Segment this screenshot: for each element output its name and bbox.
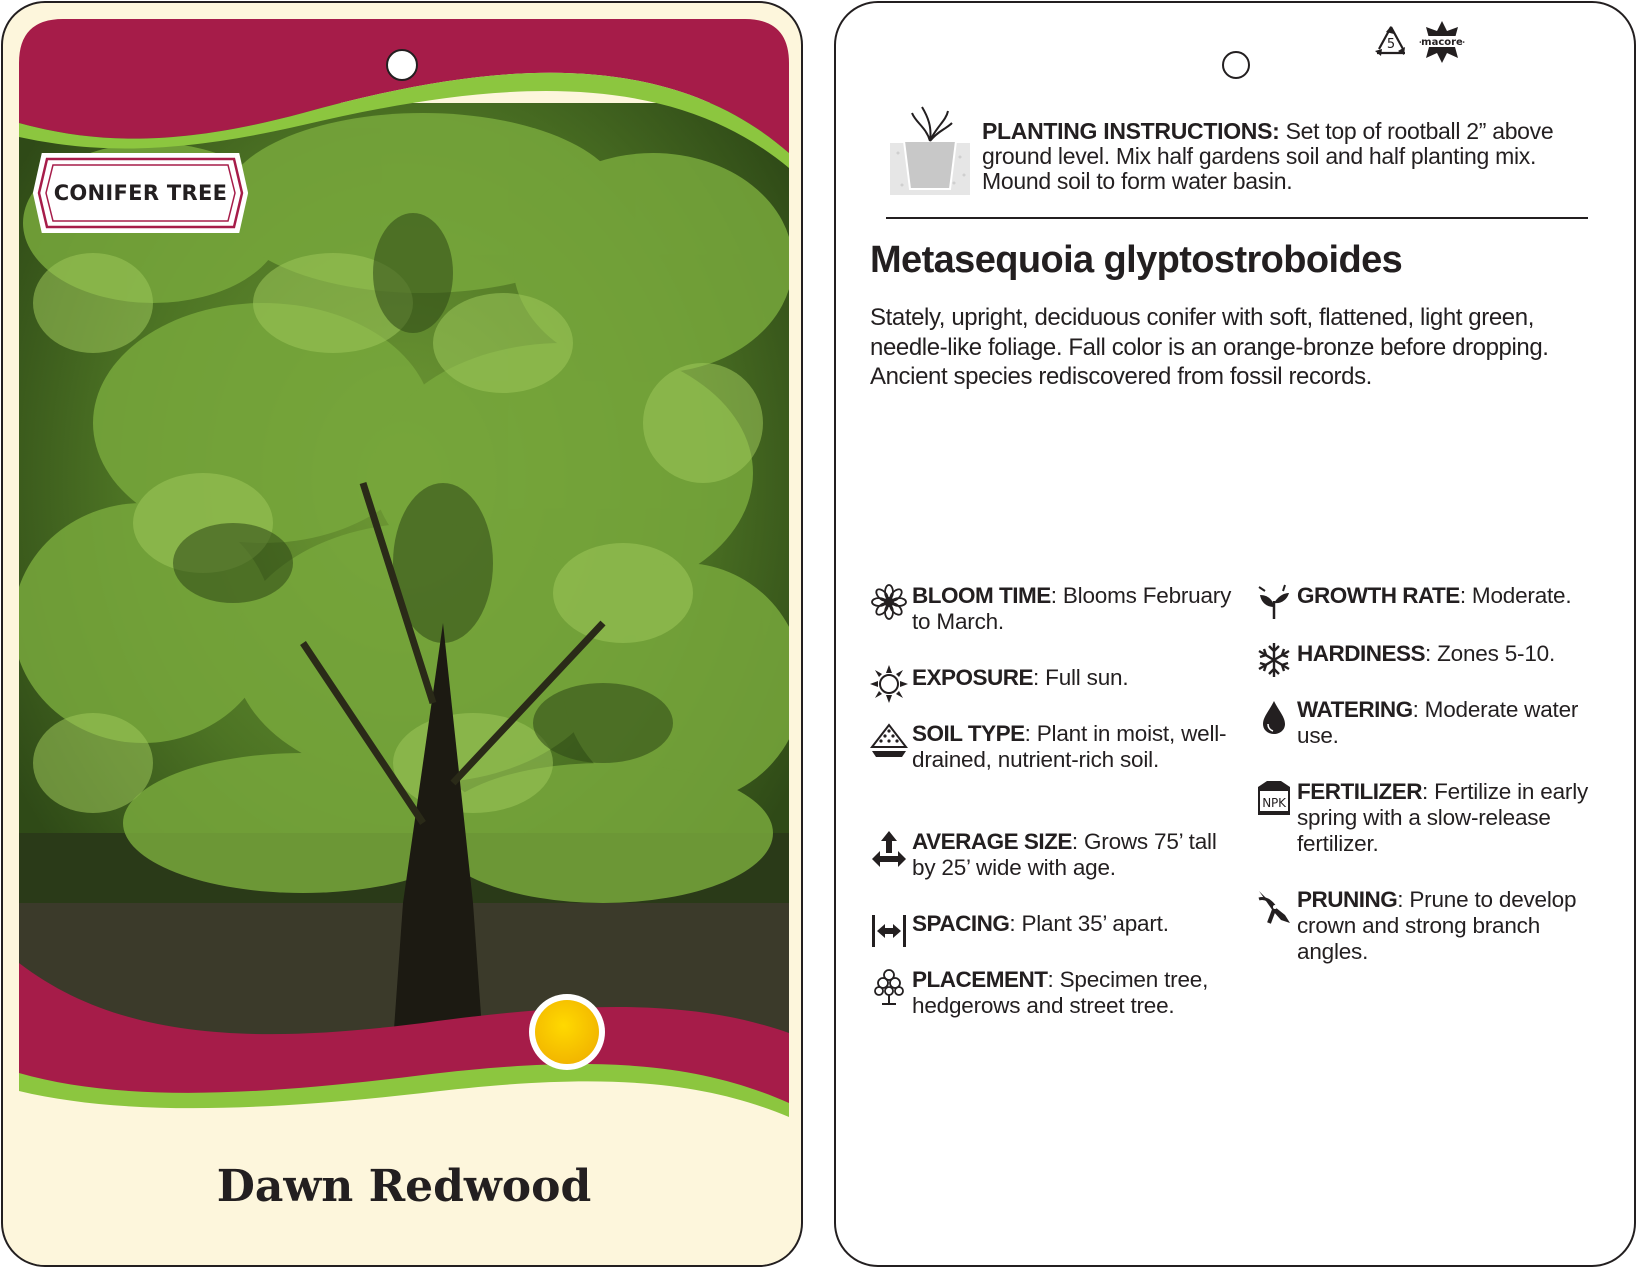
- badge-label: CONIFER TREE: [53, 181, 228, 205]
- soil-icon: [870, 721, 908, 759]
- planting-label: PLANTING INSTRUCTIONS:: [982, 118, 1280, 144]
- attr-average-size: [912, 829, 1232, 881]
- hang-hole: [1222, 51, 1250, 79]
- placement-icon: [870, 967, 908, 1005]
- attr-text: : Plant 35’ apart.: [1009, 911, 1169, 936]
- attr-fertilizer: [1262, 779, 1607, 857]
- attr-label: GROWTH RATE: [1297, 583, 1460, 608]
- macore-logo: [1418, 19, 1466, 65]
- spacing-icon: [870, 911, 908, 949]
- attr-text: : Zones 5-10.: [1425, 641, 1556, 666]
- plant-description: Stately, upright, deciduous conifer with soft, flattened, light green, needle-like foliage. Fall color is an orange-bronze before dropping. Ancient species rediscovered from fossil records.: [870, 304, 1549, 390]
- svg-text:5: 5: [1386, 37, 1396, 52]
- attr-text: : Fertilize in early spring with a slow-release fertilizer.: [1297, 779, 1589, 856]
- attr-text: : Blooms February to March.: [912, 583, 1232, 634]
- front-tag: [1, 1, 803, 1267]
- attr-bloom-time: [912, 583, 1232, 635]
- sprout-icon: [1255, 583, 1293, 621]
- attr-label: EXPOSURE: [912, 665, 1034, 690]
- attr-exposure: [912, 665, 1232, 691]
- svg-text:macore: macore: [1421, 37, 1463, 48]
- attr-text: : Moderate water use.: [1297, 697, 1579, 748]
- attr-label: FERTILIZER: [1297, 779, 1422, 804]
- attr-text: : Prune to develop crown and strong branch angles.: [1297, 887, 1577, 964]
- pruners-icon: [1255, 887, 1293, 925]
- planting-body: Set top of rootball 2” above ground level. Mix half gardens soil and half planting mix. Mound soil to form water basin.: [982, 118, 1554, 194]
- attr-pruning: [1297, 887, 1607, 965]
- attr-text: : Plant in moist, well-drained, nutrient-rich soil.: [912, 721, 1227, 772]
- planting-pot-icon: [890, 105, 970, 195]
- attr-text: : Full sun.: [1033, 665, 1129, 690]
- water-drop-icon: [1255, 697, 1293, 735]
- tree-photo: [13, 103, 803, 1043]
- planting-text: [982, 119, 1582, 194]
- attr-placement: [912, 967, 1232, 1019]
- attr-label: SPACING: [912, 911, 1010, 936]
- attr-label: HARDINESS: [1297, 641, 1426, 666]
- attr-soil-type: [912, 721, 1232, 773]
- sun-icon: [535, 1000, 599, 1064]
- attr-label: PRUNING: [1297, 887, 1398, 912]
- attr-hardiness: [1297, 641, 1607, 667]
- recycle-icon: [1371, 23, 1411, 63]
- attr-label: PLACEMENT: [912, 967, 1048, 992]
- divider: [886, 217, 1588, 219]
- size-icon: [870, 829, 908, 867]
- flower-icon: [870, 583, 908, 621]
- common-name: Dawn Redwood: [216, 1161, 592, 1212]
- attr-spacing: [912, 911, 1232, 937]
- attr-text: : Moderate.: [1459, 583, 1572, 608]
- npk-icon: [1255, 779, 1293, 817]
- attr-text: : Grows 75’ tall by 25’ wide with age.: [912, 829, 1217, 880]
- attr-label: SOIL TYPE: [912, 721, 1025, 746]
- attr-label: BLOOM TIME: [912, 583, 1051, 608]
- attr-text: : Specimen tree, hedgerows and street tree.: [912, 967, 1209, 1018]
- snowflake-icon: [1255, 641, 1293, 679]
- attr-growth-rate: [1297, 583, 1607, 609]
- latin-name: Metasequoia glyptostroboides: [870, 239, 1403, 281]
- attr-label: AVERAGE SIZE: [912, 829, 1072, 854]
- attr-label: WATERING: [1297, 697, 1413, 722]
- svg-text:NPK: NPK: [1262, 796, 1286, 810]
- sun-icon: [870, 665, 908, 703]
- conifer-tree-badge: [33, 153, 248, 233]
- attr-watering: [1297, 697, 1607, 749]
- back-tag: [834, 1, 1636, 1267]
